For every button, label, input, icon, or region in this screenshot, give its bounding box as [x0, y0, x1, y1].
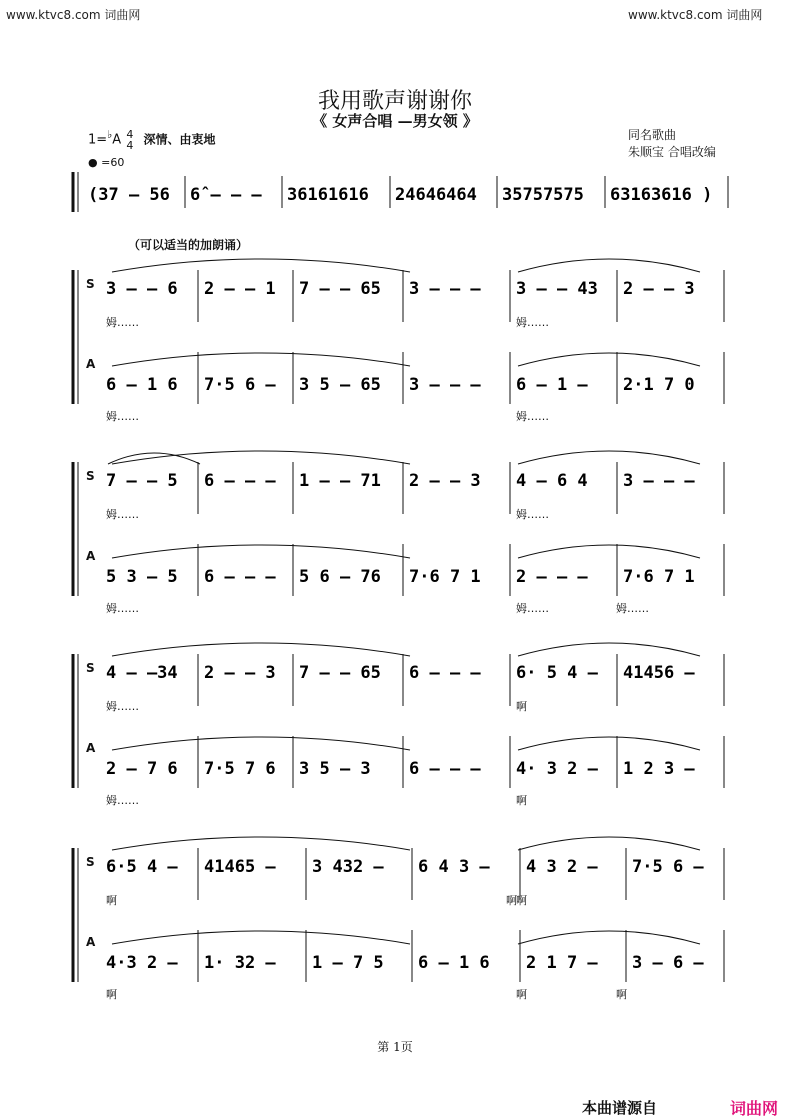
brand-logo[interactable]: 词曲网: [730, 1099, 779, 1118]
alto-measure: 2 1 7 —: [526, 953, 598, 973]
soprano-lyric: 姆……: [516, 508, 549, 521]
alto-measure: 1 2 3 —: [623, 759, 695, 779]
part-label-alto: A: [86, 935, 96, 949]
alto-lyric: 啊: [516, 794, 527, 807]
alto-measure: 3 5 — 3: [299, 759, 371, 779]
alto-measure: 7·6 7 1: [409, 567, 481, 587]
quarter-note-icon: ●: [88, 156, 98, 169]
intro-measure: 24646464: [395, 185, 477, 205]
song-title: 我用歌声谢谢你: [317, 89, 472, 114]
alto-measure: 4·3 2 —: [106, 953, 178, 973]
source-label: 本曲谱源自: [582, 1099, 658, 1117]
alto-measure: 3 — — —: [409, 375, 481, 395]
alto-measure: 4· 3 2 —: [516, 759, 598, 779]
flat-sign: ♭: [107, 128, 113, 141]
soprano-slur: [112, 259, 410, 272]
part-label-soprano: S: [86, 855, 95, 869]
alto-lyric: 姆……: [106, 602, 139, 615]
alto-measure: 6 — 1 6: [418, 953, 490, 973]
intro-measure: 35757575: [502, 185, 584, 205]
intro-measure: (37 — 56: [88, 185, 170, 205]
alto-measure: 6 — 1 —: [516, 375, 588, 395]
soprano-lyric: 姆……: [106, 700, 139, 713]
part-label-soprano: S: [86, 469, 95, 483]
alto-lyric: 姆……: [106, 410, 139, 423]
soprano-measure: 2 — — 3: [409, 471, 481, 491]
alto-measure: 6 — — —: [409, 759, 481, 779]
part-label-soprano: S: [86, 277, 95, 291]
soprano-slur: [112, 837, 410, 850]
alto-measure: 2 — — —: [516, 567, 588, 587]
alto-lyric: 啊: [516, 988, 527, 1001]
soprano-lyric: 啊: [506, 894, 517, 907]
song-subtitle: 《 女声合唱 —男女领 》: [312, 112, 478, 130]
soprano-measure: 3 432 —: [312, 857, 384, 877]
alto-slur: [112, 353, 410, 366]
soprano-slur: [518, 643, 700, 656]
time-top: 4: [126, 127, 134, 141]
soprano-lyric: 姆……: [106, 316, 139, 329]
alto-measure: 6 — 1 6: [106, 375, 178, 395]
soprano-measure: 2 — — 1: [204, 279, 276, 299]
alto-measure: 7·5 6 —: [204, 375, 276, 395]
site-url-right[interactable]: www.ktvc8.com 词曲网: [628, 8, 763, 22]
soprano-measure: 2 — — 3: [204, 663, 276, 683]
soprano-measure: 41456 —: [623, 663, 695, 683]
intro-measure: 6̂ — — —: [190, 185, 262, 205]
alto-measure: 2 — 7 6: [106, 759, 178, 779]
soprano-measure: 6·5 4 —: [106, 857, 178, 877]
soprano-measure: 4 — —34: [106, 663, 178, 683]
soprano-measure: 3 — — 6: [106, 279, 178, 299]
soprano-measure: 6· 5 4 —: [516, 663, 598, 683]
alto-slur: [518, 545, 700, 558]
alto-measure: 3 5 — 65: [299, 375, 381, 395]
alto-lyric: 啊: [616, 988, 627, 1001]
soprano-slur: [518, 837, 700, 850]
soprano-measure: 7 — — 65: [299, 663, 381, 683]
tempo-value: =60: [101, 156, 125, 169]
soprano-measure: 4 — 6 4: [516, 471, 588, 491]
key-name: A: [112, 132, 122, 148]
alto-lyric: 姆……: [516, 410, 549, 423]
alto-measure: 3 — 6 —: [632, 953, 704, 973]
alto-lyric: 啊: [106, 988, 117, 1001]
alto-lyric: 姆……: [106, 794, 139, 807]
soprano-measure: 1 — — 71: [299, 471, 381, 491]
credit-line-1: 同名歌曲: [628, 128, 677, 142]
alto-measure: 7·5 7 6: [204, 759, 276, 779]
soprano-measure: 3 — — 43: [516, 279, 598, 299]
page-number: 第 1页: [377, 1040, 413, 1054]
part-label-alto: A: [86, 357, 96, 371]
soprano-measure: 4 3 2 —: [526, 857, 598, 877]
soprano-measure: 7 — — 65: [299, 279, 381, 299]
alto-slur: [518, 931, 700, 944]
soprano-lyric: 啊: [106, 894, 117, 907]
alto-lyric: 姆……: [516, 602, 549, 615]
alto-slur: [518, 353, 700, 366]
part-label-alto: A: [86, 741, 96, 755]
alto-measure: 5 3 — 5: [106, 567, 178, 587]
soprano-lyric: 姆……: [516, 316, 549, 329]
alto-measure: 5 6 — 76: [299, 567, 381, 587]
site-url-left[interactable]: www.ktvc8.com 词曲网: [6, 8, 141, 22]
intro-measure: 36161616: [287, 185, 369, 205]
alto-slur: [112, 931, 410, 944]
soprano-slur: [518, 451, 700, 464]
alto-measure: 1 — 7 5: [312, 953, 384, 973]
soprano-slur: [112, 643, 410, 656]
score-notes: [88, 185, 712, 973]
soprano-measure: 3 — — —: [623, 471, 695, 491]
key-prefix: 1=: [88, 132, 108, 148]
alto-measure: 7·6 7 1: [623, 567, 695, 587]
part-label-alto: A: [86, 549, 96, 563]
soprano-measure: 6 — — —: [409, 663, 481, 683]
soprano-lyric: 姆……: [106, 508, 139, 521]
alto-lyric: 姆……: [616, 602, 649, 615]
soprano-measure: 41465 —: [204, 857, 276, 877]
alto-measure: 1· 32 —: [204, 953, 276, 973]
soprano-lyric: 啊: [516, 700, 527, 713]
soprano-measure: 7·5 6 —: [632, 857, 704, 877]
soprano-measure: 3 — — —: [409, 279, 481, 299]
alto-slur: [112, 737, 410, 750]
soprano-measure: 2 — — 3: [623, 279, 695, 299]
soprano-slur: [518, 259, 700, 272]
soprano-measure: 6 4 3 —: [418, 857, 490, 877]
intro-measure: 63163616 ): [610, 185, 713, 205]
soprano-lyric: 啊: [516, 894, 527, 907]
alto-slur: [518, 737, 700, 750]
soprano-measure: 7 — — 5: [106, 471, 178, 491]
alto-measure: 2·1 7 0: [623, 375, 695, 395]
recitation-instruction: （可以适当的加朗诵）: [128, 238, 249, 252]
alto-slur: [112, 545, 410, 558]
expression-mark: 深情、由衷地: [143, 132, 216, 147]
alto-measure: 6 — — —: [204, 567, 276, 587]
soprano-measure: 6 — — —: [204, 471, 276, 491]
time-bottom: 4: [126, 138, 134, 152]
part-label-soprano: S: [86, 661, 95, 675]
credit-line-2: 朱顺宝 合唱改编: [628, 145, 716, 159]
